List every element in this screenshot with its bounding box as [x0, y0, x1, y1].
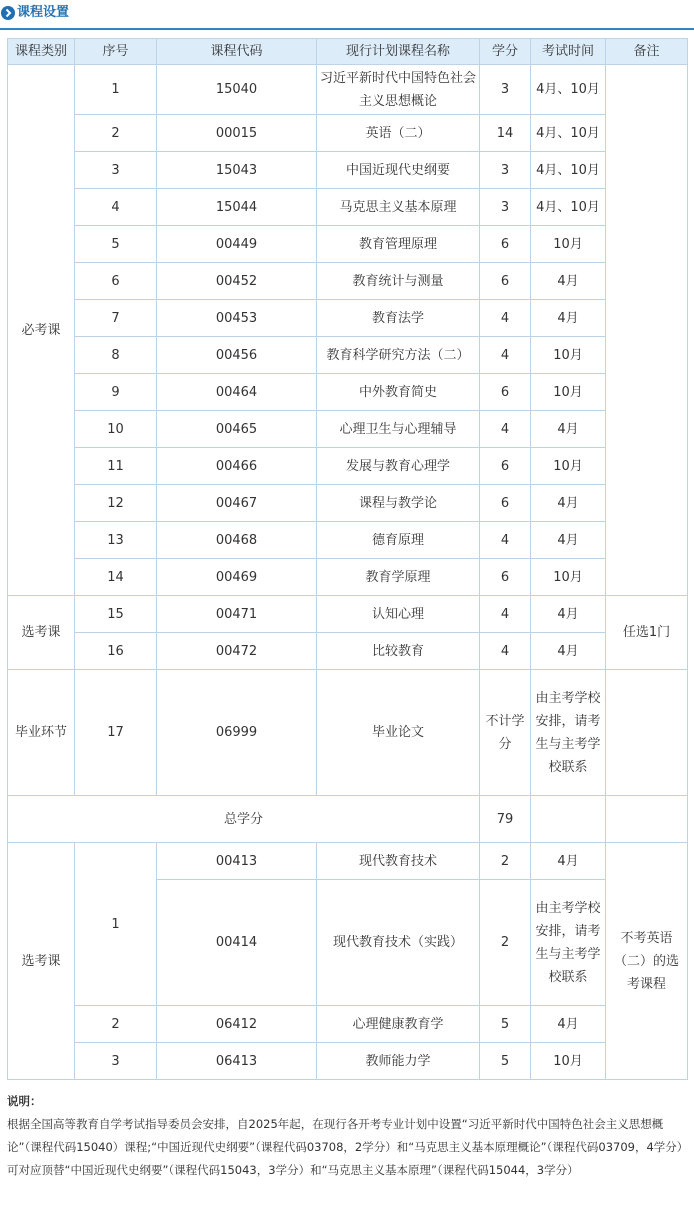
code-cell: 00449: [157, 226, 317, 263]
table-row: [8, 522, 688, 559]
course-name-cell: 中外教育简史: [317, 374, 480, 411]
column-header: 课程代码: [157, 39, 317, 65]
code-cell: 00468: [157, 522, 317, 559]
exam-time-cell: 4月、10月: [531, 189, 606, 226]
course-name-cell: 教育管理原理: [317, 226, 480, 263]
course-name-cell: 心理健康教育学: [317, 1006, 480, 1043]
code-cell: 06413: [157, 1043, 317, 1080]
course-name-cell: 发展与教育心理学: [317, 448, 480, 485]
no-cell: 17: [75, 670, 157, 796]
course-name-cell: 课程与教学论: [317, 485, 480, 522]
section-header: [0, 0, 694, 30]
code-cell: 00469: [157, 559, 317, 596]
code-cell: 00452: [157, 263, 317, 300]
table-header-row: [8, 39, 688, 65]
course-name-cell: 习近平新时代中国特色社会主义思想概论: [317, 65, 480, 115]
exam-time-cell: 4月: [531, 411, 606, 448]
credit-cell: 2: [480, 880, 531, 1006]
no-cell: 13: [75, 522, 157, 559]
course-name-cell: 心理卫生与心理辅导: [317, 411, 480, 448]
credit-cell: 6: [480, 485, 531, 522]
total-credit: 79: [480, 796, 531, 843]
credit-cell: 4: [480, 596, 531, 633]
column-header: 课程类别: [8, 39, 75, 65]
notes-section: [7, 1090, 689, 1182]
course-name-cell: 教育科学研究方法（二）: [317, 337, 480, 374]
table-row: [8, 1006, 688, 1043]
no-cell: 16: [75, 633, 157, 670]
exam-time-cell: 由主考学校安排，请考生与主考学校联系: [531, 880, 606, 1006]
no-cell: 1: [75, 65, 157, 115]
credit-cell: 6: [480, 263, 531, 300]
course-name-cell: 教师能力学: [317, 1043, 480, 1080]
credit-cell: 4: [480, 522, 531, 559]
no-cell: 2: [75, 115, 157, 152]
section-title: 课程设置: [17, 5, 70, 20]
remark-cell: 不考英语（二）的选考课程: [606, 843, 688, 1080]
table-row: [8, 337, 688, 374]
course-name-cell: 教育学原理: [317, 559, 480, 596]
table-row: [8, 115, 688, 152]
exam-time-cell: 10月: [531, 448, 606, 485]
column-header: 现行计划课程名称: [317, 39, 480, 65]
no-cell: 4: [75, 189, 157, 226]
table-row: [8, 411, 688, 448]
category-cell: 选考课: [8, 596, 75, 670]
code-cell: 15044: [157, 189, 317, 226]
code-cell: 00456: [157, 337, 317, 374]
remark-cell: [606, 65, 688, 596]
credit-cell: 不计学分: [480, 670, 531, 796]
exam-time-cell: 10月: [531, 559, 606, 596]
exam-time-cell: 4月、10月: [531, 65, 606, 115]
exam-time-cell: 4月: [531, 263, 606, 300]
exam-time-cell: 由主考学校安排，请考生与主考学校联系: [531, 670, 606, 796]
code-cell: 06412: [157, 1006, 317, 1043]
no-cell: 10: [75, 411, 157, 448]
category-cell: 选考课: [8, 843, 75, 1080]
table-row: [8, 670, 688, 796]
exam-time-cell: 4月: [531, 633, 606, 670]
exam-time-cell: 4月: [531, 300, 606, 337]
code-cell: 00464: [157, 374, 317, 411]
code-cell: 00465: [157, 411, 317, 448]
table-row: [8, 65, 688, 115]
code-cell: 00471: [157, 596, 317, 633]
table-row: [8, 300, 688, 337]
no-cell: 15: [75, 596, 157, 633]
course-name-cell: 教育统计与测量: [317, 263, 480, 300]
total-label: 总学分: [8, 796, 480, 843]
column-header: 备注: [606, 39, 688, 65]
table-row: [8, 843, 688, 880]
code-cell: 00466: [157, 448, 317, 485]
no-cell: 1: [75, 843, 157, 1006]
credit-cell: 3: [480, 152, 531, 189]
no-cell: 2: [75, 1006, 157, 1043]
exam-time-cell: [531, 796, 606, 843]
column-header: 考试时间: [531, 39, 606, 65]
credit-cell: 4: [480, 337, 531, 374]
no-cell: 14: [75, 559, 157, 596]
no-cell: 8: [75, 337, 157, 374]
code-cell: 00472: [157, 633, 317, 670]
code-cell: 00453: [157, 300, 317, 337]
credit-cell: 4: [480, 300, 531, 337]
course-name-cell: 比较教育: [317, 633, 480, 670]
course-name-cell: 认知心理: [317, 596, 480, 633]
credit-cell: 6: [480, 448, 531, 485]
course-name-cell: 马克思主义基本原理: [317, 189, 480, 226]
exam-time-cell: 10月: [531, 374, 606, 411]
exam-time-cell: 10月: [531, 1043, 606, 1080]
table-row: [8, 596, 688, 633]
remark-cell: [606, 796, 688, 843]
no-cell: 5: [75, 226, 157, 263]
total-row: [8, 796, 688, 843]
table-row: [8, 189, 688, 226]
credit-cell: 5: [480, 1043, 531, 1080]
table-row: [8, 485, 688, 522]
exam-time-cell: 4月: [531, 843, 606, 880]
code-cell: 00015: [157, 115, 317, 152]
table-row: [8, 374, 688, 411]
table-row: [8, 633, 688, 670]
exam-time-cell: 4月: [531, 1006, 606, 1043]
exam-time-cell: 4月、10月: [531, 152, 606, 189]
course-name-cell: 德育原理: [317, 522, 480, 559]
no-cell: 12: [75, 485, 157, 522]
exam-time-cell: 4月、10月: [531, 115, 606, 152]
no-cell: 6: [75, 263, 157, 300]
credit-cell: 2: [480, 843, 531, 880]
exam-time-cell: 4月: [531, 596, 606, 633]
no-cell: 9: [75, 374, 157, 411]
no-cell: 3: [75, 152, 157, 189]
exam-time-cell: 4月: [531, 522, 606, 559]
table-row: [8, 448, 688, 485]
category-cell: 必考课: [8, 65, 75, 596]
credit-cell: 5: [480, 1006, 531, 1043]
table-row: [8, 226, 688, 263]
table-row: [8, 1043, 688, 1080]
exam-time-cell: 10月: [531, 226, 606, 263]
code-cell: 00414: [157, 880, 317, 1006]
category-cell: 毕业环节: [8, 670, 75, 796]
code-cell: 06999: [157, 670, 317, 796]
chevron-right-circle-icon: [1, 6, 15, 20]
code-cell: 00467: [157, 485, 317, 522]
course-name-cell: 毕业论文: [317, 670, 480, 796]
no-cell: 7: [75, 300, 157, 337]
credit-cell: 6: [480, 374, 531, 411]
code-cell: 00413: [157, 843, 317, 880]
column-header: 序号: [75, 39, 157, 65]
no-cell: 11: [75, 448, 157, 485]
course-name-cell: 中国近现代史纲要: [317, 152, 480, 189]
course-table: [7, 38, 688, 1080]
notes-title: 说明：: [7, 1094, 42, 1108]
course-name-cell: 教育法学: [317, 300, 480, 337]
credit-cell: 4: [480, 411, 531, 448]
credit-cell: 4: [480, 633, 531, 670]
notes-text: 根据全国高等教育自学考试指导委员会安排，自2025年起，在现行各开考专业计划中设置“习近平新时代中国特色社会主义思想概论”（课程代码15040）课程;“中国近现代史纲要”（课程代码03708，2学分）和“马克思主义基本原理概论”（课程代码03709，4学分）可对应顶替“中国近现代史纲要”（课程代码15043，3学分）和“马克思主义基本原理”（课程代码15044，3学分）: [7, 1117, 689, 1177]
no-cell: 3: [75, 1043, 157, 1080]
course-name-cell: 现代教育技术: [317, 843, 480, 880]
code-cell: 15040: [157, 65, 317, 115]
course-name-cell: 现代教育技术（实践）: [317, 880, 480, 1006]
table-row: [8, 559, 688, 596]
remark-cell: 任选1门: [606, 596, 688, 670]
column-header: 学分: [480, 39, 531, 65]
table-row: [8, 152, 688, 189]
exam-time-cell: 10月: [531, 337, 606, 374]
remark-cell: [606, 670, 688, 796]
code-cell: 15043: [157, 152, 317, 189]
credit-cell: 3: [480, 189, 531, 226]
credit-cell: 6: [480, 559, 531, 596]
credit-cell: 3: [480, 65, 531, 115]
credit-cell: 6: [480, 226, 531, 263]
exam-time-cell: 4月: [531, 485, 606, 522]
credit-cell: 14: [480, 115, 531, 152]
course-name-cell: 英语（二）: [317, 115, 480, 152]
table-row: [8, 263, 688, 300]
